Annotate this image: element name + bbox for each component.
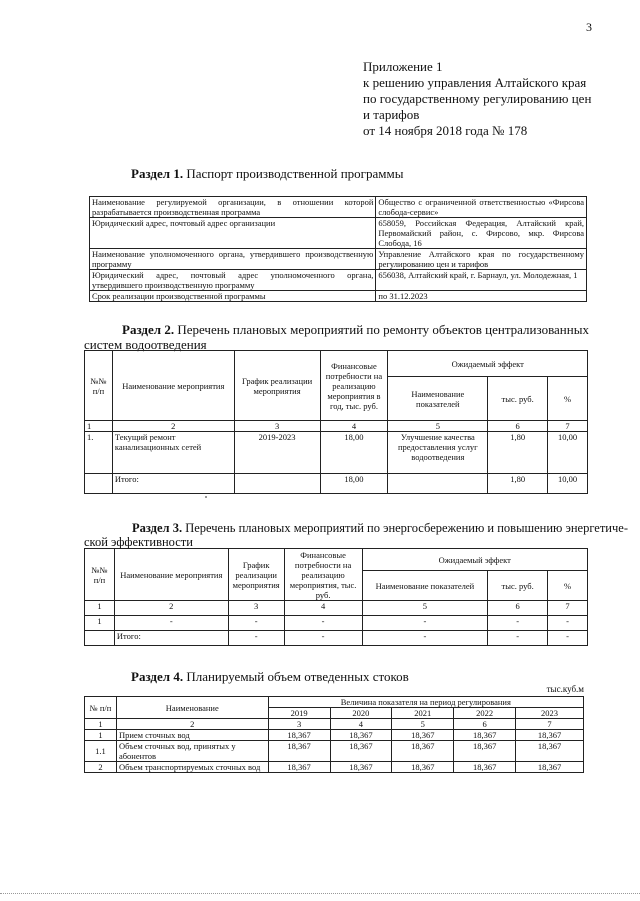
row-value: 18,367 xyxy=(454,762,516,773)
section3-title-text: Перечень плановых мероприятий по энергосбережению и повышению энергетиче- xyxy=(185,521,628,535)
header-schedule: График реализации мероприятия xyxy=(234,351,320,421)
appendix-line: к решению управления Алтайского края xyxy=(363,75,587,90)
index-cell: 7 xyxy=(516,719,584,730)
row-indicator: Улучшение качества предоставления услуг водоотведения xyxy=(388,432,488,474)
row-value: 18,367 xyxy=(330,741,392,762)
header-thousand: тыс. руб. xyxy=(488,571,548,601)
appendix-line: от 14 ноября 2018 года № 178 xyxy=(363,123,528,138)
header-percent: % xyxy=(548,571,588,601)
index-cell: 5 xyxy=(392,719,454,730)
header-num: №№ п/п xyxy=(85,549,115,601)
passport-label: Юридический адрес, почтовый адрес организации xyxy=(90,218,376,249)
row-cell: 1 xyxy=(85,616,115,631)
total-empty xyxy=(85,474,113,494)
section4-number: Раздел 4. xyxy=(131,669,184,684)
repair-table xyxy=(84,350,588,494)
index-cell: 5 xyxy=(388,421,488,432)
total-cell: - xyxy=(548,631,588,646)
header-num: №№ п/п xyxy=(85,351,113,421)
total-finance: 18,00 xyxy=(320,474,388,494)
index-cell: 6 xyxy=(488,601,548,616)
appendix-line: и тарифов xyxy=(363,107,420,122)
section1-title xyxy=(131,166,403,182)
row-value: 18,367 xyxy=(516,762,584,773)
index-cell: 4 xyxy=(284,601,362,616)
total-empty xyxy=(85,631,115,646)
passport-value: 658059, Российская Федерация, Алтайский край, Первомайский район, с. Фирсово, мкр. Фирсова Слобода, 16 xyxy=(376,218,587,249)
header-finance: Финансовые потребности на реализацию мероприятия в год, тыс. руб. xyxy=(320,351,388,421)
row-value: 18,367 xyxy=(330,762,392,773)
total-label: Итого: xyxy=(114,631,228,646)
passport-label: Наименование регулируемой организации, в отношении которой разрабатывается производственная программа xyxy=(90,197,376,218)
appendix-line: по государственному регулированию цен xyxy=(363,91,592,106)
header-indicator: Наименование показателей xyxy=(388,377,488,421)
row-value: 18,367 xyxy=(454,730,516,741)
table-row xyxy=(85,432,588,474)
header-name: Наименование мероприятия xyxy=(114,549,228,601)
index-cell: 7 xyxy=(548,421,588,432)
header-period: Величина показателя на период регулирования xyxy=(268,697,583,708)
section3-title xyxy=(132,521,628,536)
index-cell: 5 xyxy=(362,601,488,616)
section3-title-line2: ской эффективности xyxy=(84,535,193,549)
table-row xyxy=(85,730,584,741)
total-label: Итого: xyxy=(112,474,234,494)
header-finance: Финансовые потребности на реализацию мероприятия, тыс. руб. xyxy=(284,549,362,601)
total-thousand: 1,80 xyxy=(488,474,548,494)
header-num: № п/п xyxy=(85,697,117,719)
index-row xyxy=(85,719,584,730)
index-cell: 4 xyxy=(330,719,392,730)
table-row xyxy=(90,270,587,291)
total-row xyxy=(85,474,588,494)
header-effect: Ожидаемый эффект xyxy=(362,549,587,571)
index-cell: 2 xyxy=(114,601,228,616)
row-num: 2 xyxy=(85,762,117,773)
index-cell: 2 xyxy=(112,421,234,432)
table-row xyxy=(90,249,587,270)
total-cell: - xyxy=(228,631,284,646)
row-thousand: 1,80 xyxy=(488,432,548,474)
table-row xyxy=(85,762,584,773)
passport-label: Срок реализации производственной программы xyxy=(90,291,376,302)
row-cell: - xyxy=(284,616,362,631)
passport-value: по 31.12.2023 xyxy=(376,291,587,302)
section1-title-text: Паспорт производственной программы xyxy=(186,166,404,181)
header-year: 2021 xyxy=(392,708,454,719)
total-row xyxy=(85,631,588,646)
passport-value: Общество с ограниченной ответственностью «Фирсова слобода-сервис» xyxy=(376,197,587,218)
header-year: 2020 xyxy=(330,708,392,719)
appendix-header xyxy=(363,59,613,139)
header-year: 2023 xyxy=(516,708,584,719)
row-value: 18,367 xyxy=(268,730,330,741)
total-cell: - xyxy=(362,631,488,646)
index-cell: 3 xyxy=(228,601,284,616)
total-empty xyxy=(388,474,488,494)
index-cell: 1 xyxy=(85,601,115,616)
index-cell: 4 xyxy=(320,421,388,432)
row-name: Текущий ремонт канализационных сетей xyxy=(112,432,234,474)
row-cell: - xyxy=(548,616,588,631)
index-cell: 1 xyxy=(85,421,113,432)
row-num: 1. xyxy=(85,432,113,474)
row-value: 18,367 xyxy=(330,730,392,741)
page-number: 3 xyxy=(586,20,592,34)
row-name: Объем сточных вод, принятых у абонентов xyxy=(116,741,268,762)
row-cell: - xyxy=(488,616,548,631)
index-row xyxy=(85,421,588,432)
scan-speck xyxy=(205,496,207,498)
header-thousand: тыс. руб. xyxy=(488,377,548,421)
row-value: 18,367 xyxy=(516,730,584,741)
header-percent: % xyxy=(548,377,588,421)
index-cell: 2 xyxy=(116,719,268,730)
passport-value: 656038, Алтайский край, г. Барнаул, ул. Молодежная, 1 xyxy=(376,270,587,291)
section2-title-text: Перечень плановых мероприятий по ремонту объектов централизованных xyxy=(177,322,589,337)
index-cell: 7 xyxy=(548,601,588,616)
passport-label: Юридический адрес, почтовый адрес уполномоченного органа, утвердившего производственную программу xyxy=(90,270,376,291)
section4-title xyxy=(131,669,409,685)
row-cell: - xyxy=(228,616,284,631)
row-finance: 18,00 xyxy=(320,432,388,474)
row-value: 18,367 xyxy=(392,730,454,741)
section2-title-line2: систем водоотведения xyxy=(84,337,207,352)
index-row xyxy=(85,601,588,616)
passport-table xyxy=(89,196,587,302)
row-schedule: 2019-2023 xyxy=(234,432,320,474)
energy-table xyxy=(84,548,588,646)
index-cell: 3 xyxy=(234,421,320,432)
index-cell: 6 xyxy=(488,421,548,432)
passport-value: Управление Алтайского края по государственному регулированию цен и тарифов xyxy=(376,249,587,270)
appendix-line: Приложение 1 xyxy=(363,59,443,74)
section2-number: Раздел 2. xyxy=(122,322,175,337)
section2-title xyxy=(122,322,589,338)
scan-edge-line xyxy=(0,893,640,894)
header-effect: Ожидаемый эффект xyxy=(388,351,588,377)
total-cell: - xyxy=(284,631,362,646)
table-row xyxy=(85,741,584,762)
index-cell: 3 xyxy=(268,719,330,730)
index-cell: 6 xyxy=(454,719,516,730)
row-value: 18,367 xyxy=(268,741,330,762)
row-num: 1.1 xyxy=(85,741,117,762)
header-schedule: График реализации мероприятия xyxy=(228,549,284,601)
unit-label: тыс.куб.м xyxy=(546,684,584,694)
index-cell: 1 xyxy=(85,719,117,730)
row-value: 18,367 xyxy=(392,741,454,762)
header-indicator: Наименование показателей xyxy=(362,571,488,601)
section1-number: Раздел 1. xyxy=(131,166,184,181)
row-name: Объем транспортируемых сточных вод xyxy=(116,762,268,773)
header-year: 2019 xyxy=(268,708,330,719)
row-name: Прием сточных вод xyxy=(116,730,268,741)
passport-label: Наименование уполномоченного органа, утвердившего производственную программу xyxy=(90,249,376,270)
table-row xyxy=(90,291,587,302)
table-row xyxy=(90,218,587,249)
header-name: Наименование мероприятия xyxy=(112,351,234,421)
section4-title-text: Планируемый объем отведенных стоков xyxy=(186,669,409,684)
total-cell: - xyxy=(488,631,548,646)
row-percent: 10,00 xyxy=(548,432,588,474)
header-name: Наименование xyxy=(116,697,268,719)
row-num: 1 xyxy=(85,730,117,741)
volume-table xyxy=(84,696,584,773)
table-row xyxy=(85,616,588,631)
table-row xyxy=(90,197,587,218)
header-year: 2022 xyxy=(454,708,516,719)
row-value: 18,367 xyxy=(454,741,516,762)
row-value: 18,367 xyxy=(392,762,454,773)
row-value: 18,367 xyxy=(516,741,584,762)
section3-number: Раздел 3. xyxy=(132,521,183,535)
total-empty xyxy=(234,474,320,494)
row-value: 18,367 xyxy=(268,762,330,773)
row-cell: - xyxy=(114,616,228,631)
row-cell: - xyxy=(362,616,488,631)
total-percent: 10,00 xyxy=(548,474,588,494)
